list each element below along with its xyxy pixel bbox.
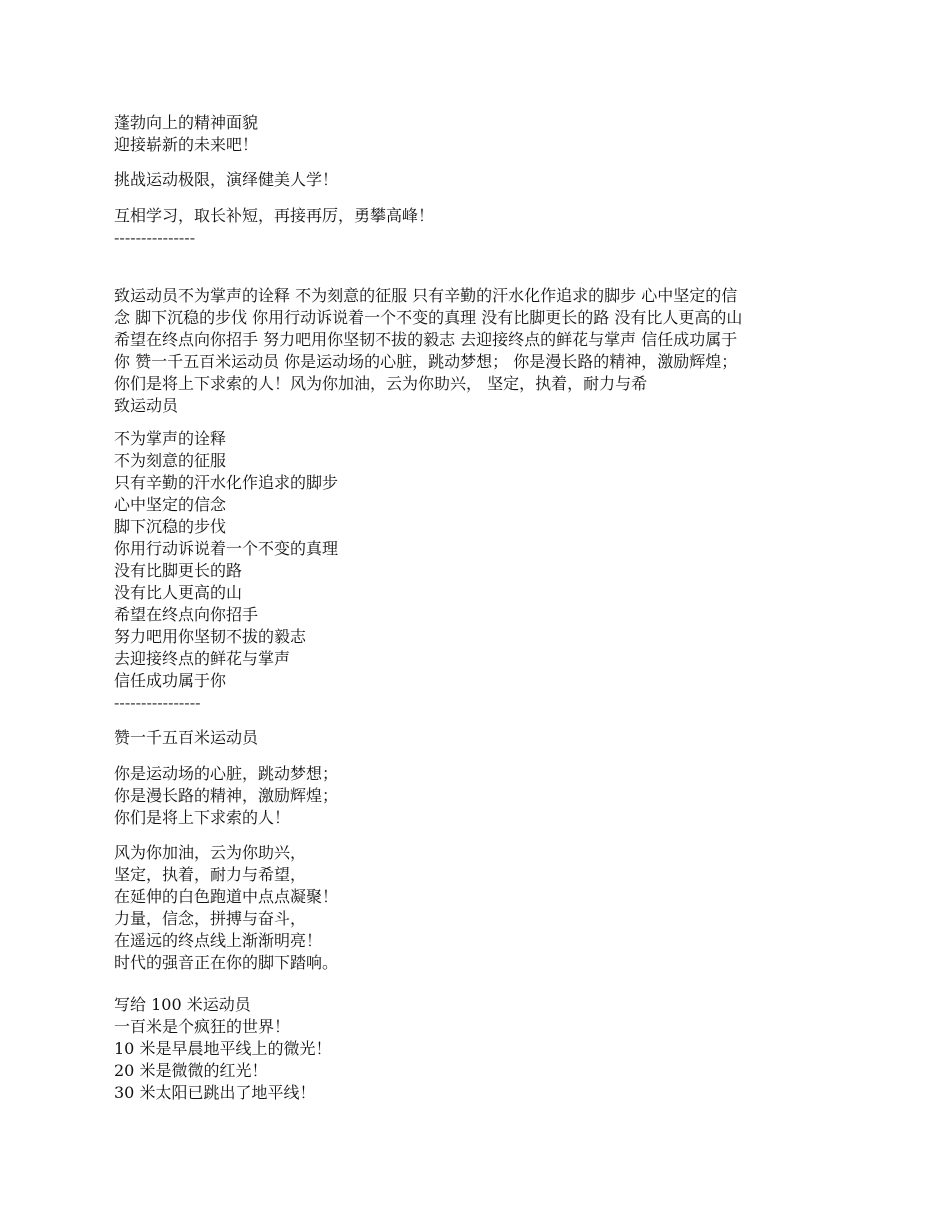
- poem-line: 坚定，执着，耐力与希望，: [114, 865, 307, 884]
- poem-line: 只有辛勤的汗水化作追求的脚步: [114, 473, 339, 492]
- paragraph-dense: [114, 285, 844, 417]
- paragraph-slogan: [114, 169, 844, 191]
- poem-line: 10 米是早晨地平线上的微光！: [114, 1039, 332, 1058]
- poem-line: 你用行动诉说着一个不变的真理: [114, 539, 339, 558]
- text-line: 迎接崭新的未来吧！: [114, 135, 259, 154]
- poem-line: 努力吧用你坚韧不拔的毅志: [114, 627, 307, 646]
- poem-line: 不为刻意的征服: [114, 451, 227, 470]
- paragraph-intro: [114, 112, 844, 156]
- separator-line: ---------------: [114, 228, 196, 247]
- poem-1500m-stanza-1: [114, 763, 844, 829]
- poem-line: 不为掌声的诠释: [114, 429, 227, 448]
- section-heading: 赞一千五百米运动员: [114, 728, 259, 747]
- section-heading-1500m: [114, 727, 844, 749]
- poem-line: 心中坚定的信念: [114, 495, 227, 514]
- text-line: 致运动员不为掌声的诠释 不为刻意的征服 只有辛勤的汗水化作追求的脚步 心中坚定的信: [114, 286, 738, 305]
- poem-line: 你们是将上下求索的人！: [114, 808, 291, 827]
- poem-line: 没有比人更高的山: [114, 583, 243, 602]
- section-heading: 写给 100 米运动员: [114, 995, 251, 1014]
- poem-to-athletes: [114, 428, 844, 714]
- section-heading: 致运动员: [114, 396, 179, 415]
- poem-1500m-stanza-2: [114, 842, 844, 974]
- text-line: 希望在终点向你招手 努力吧用你坚韧不拔的毅志 去迎接终点的鲜花与掌声 信任成功属于: [114, 330, 738, 349]
- poem-line: 脚下沉稳的步伐: [114, 517, 227, 536]
- separator-line: ----------------: [114, 693, 201, 712]
- text-line: 你们是将上下求索的人！风为你加油，云为你助兴， 坚定，执着，耐力与希: [114, 374, 648, 393]
- text-line: 念 脚下沉稳的步伐 你用行动诉说着一个不变的真理 没有比脚更长的路 没有比人更高的山: [114, 308, 743, 327]
- poem-line: 时代的强音正在你的脚下踏响。: [114, 953, 339, 972]
- poem-line: 30 米太阳已跳出了地平线！: [114, 1083, 316, 1102]
- poem-line: 在遥远的终点线上渐渐明亮！: [114, 931, 323, 950]
- poem-line: 希望在终点向你招手: [114, 605, 259, 624]
- text-line: 互相学习，取长补短，再接再厉，勇攀高峰！: [114, 206, 435, 225]
- poem-line: 信任成功属于你: [114, 671, 227, 690]
- poem-100m: [114, 994, 844, 1104]
- poem-line: 去迎接终点的鲜花与掌声: [114, 649, 291, 668]
- paragraph-slogan-2: [114, 205, 844, 249]
- poem-line: 力量，信念，拼搏与奋斗，: [114, 909, 307, 928]
- poem-line: 一百米是个疯狂的世界！: [114, 1017, 291, 1036]
- poem-line: 你是漫长路的精神，激励辉煌；: [114, 786, 339, 805]
- poem-line: 20 米是微微的红光！: [114, 1061, 268, 1080]
- poem-line: 风为你加油，云为你助兴，: [114, 843, 307, 862]
- poem-line: 没有比脚更长的路: [114, 561, 243, 580]
- text-line: 蓬勃向上的精神面貌: [114, 113, 259, 132]
- text-line: 你 赞一千五百米运动员 你是运动场的心脏，跳动梦想； 你是漫长路的精神，激励辉煌；: [114, 352, 738, 371]
- text-line: 挑战运动极限，演绎健美人学！: [114, 170, 339, 189]
- poem-line: 你是运动场的心脏，跳动梦想；: [114, 764, 339, 783]
- poem-line: 在延伸的白色跑道中点点凝聚！: [114, 887, 339, 906]
